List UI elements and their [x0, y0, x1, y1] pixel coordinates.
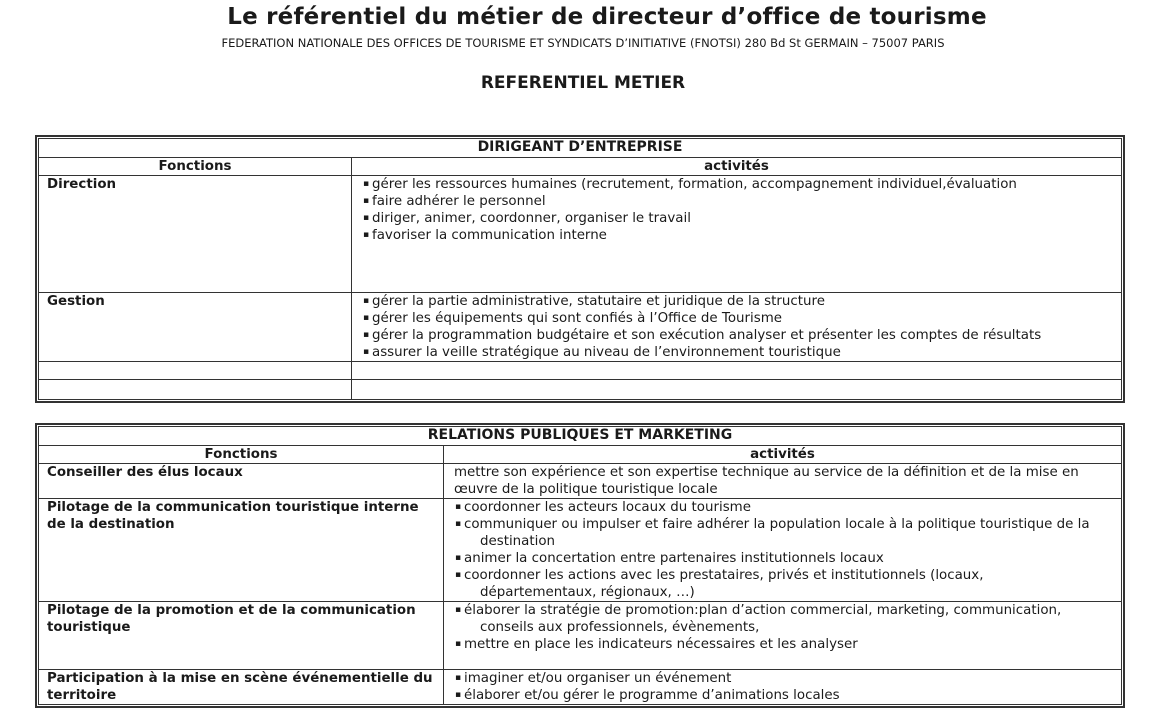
list-item: ▪ assurer la veille stratégique au niveau de l’environnement touristique — [372, 344, 1115, 361]
document-title: Le référentiel du métier de directeur d’office de tourisme — [227, 4, 987, 30]
table-row — [39, 499, 1122, 602]
table-row — [39, 293, 1122, 362]
list-item: ▪ faire adhérer le personnel — [372, 193, 1115, 210]
list-item: ▪ coordonner les acteurs locaux du tourisme — [464, 499, 1115, 516]
column-header-fonctions: Fonctions — [39, 446, 444, 464]
list-item: ▪ coordonner les actions avec les prestataires, privés et institutionnels (locaux, — [464, 567, 1115, 584]
table-row — [39, 670, 1122, 705]
list-item: ▪ mettre en place les indicateurs nécessaires et les analyser — [464, 636, 1115, 653]
activites-cell: mettre son expérience et son expertise technique au service de la définition et de la mise en œuvre de la politique touristique locale — [444, 464, 1122, 499]
list-item: ▪ élaborer la stratégie de promotion:plan d’action commercial, marketing, communication, — [464, 602, 1115, 619]
activites-cell — [352, 293, 1122, 362]
list-item-continuation: destination — [480, 534, 556, 549]
list-item: ▪ gérer les ressources humaines (recrutement, formation, accompagnement individuel,évaluation — [372, 176, 1115, 193]
list-item: ▪ favoriser la communication interne — [372, 227, 1115, 244]
column-header-activites: activités — [444, 446, 1122, 464]
document-subtitle: FEDERATION NATIONALE DES OFFICES DE TOURISME ET SYNDICATS D’INITIATIVE (FNOTSI) 280 Bd St GERMAIN – 75007 PARIS — [221, 36, 945, 50]
table-relations-publiques — [35, 423, 1125, 708]
list-item: ▪ imaginer et/ou organiser un événement — [464, 670, 1115, 687]
list-item-continuation: conseils aux professionnels, évènements, — [480, 620, 760, 635]
empty-row — [39, 362, 1122, 380]
list-item: ▪ gérer la programmation budgétaire et son exécution analyser et présenter les comptes de résultats — [372, 327, 1115, 344]
activites-cell — [444, 602, 1122, 670]
activites-cell — [444, 499, 1122, 602]
fonction-cell: Gestion — [39, 293, 352, 362]
table-section-title: DIRIGEANT D’ENTREPRISE — [39, 139, 1122, 158]
table-section-title: RELATIONS PUBLIQUES ET MARKETING — [39, 427, 1122, 446]
list-item-continuation: départementaux, régionaux, …) — [480, 585, 695, 600]
table-row — [39, 176, 1122, 293]
list-item: ▪ animer la concertation entre partenaires institutionnels locaux — [464, 550, 1115, 567]
empty-row — [39, 380, 1122, 400]
fonction-cell: Pilotage de la promotion et de la communication touristique — [39, 602, 444, 670]
fonction-cell: Direction — [39, 176, 352, 293]
section-heading: REFERENTIEL METIER — [480, 73, 686, 93]
list-item: ▪ gérer les équipements qui sont confiés à l’Office de Tourisme — [372, 310, 1115, 327]
list-item: ▪ élaborer et/ou gérer le programme d’animations locales — [464, 687, 1115, 704]
activites-cell — [444, 670, 1122, 705]
table-row — [39, 464, 1122, 499]
table-row — [39, 602, 1122, 670]
column-header-fonctions: Fonctions — [39, 158, 352, 176]
fonction-cell: Participation à la mise en scène événementielle du territoire — [39, 670, 444, 705]
fonction-cell: Pilotage de la communication touristique interne de la destination — [39, 499, 444, 602]
column-header-activites: activités — [352, 158, 1122, 176]
activites-cell — [352, 176, 1122, 293]
list-item: ▪ diriger, animer, coordonner, organiser le travail — [372, 210, 1115, 227]
list-item: ▪ gérer la partie administrative, statutaire et juridique de la structure — [372, 293, 1115, 310]
list-item: ▪ communiquer ou impulser et faire adhérer la population locale à la politique touristique de la — [464, 516, 1115, 533]
table-dirigeant-entreprise — [35, 135, 1125, 403]
fonction-cell: Conseiller des élus locaux — [39, 464, 444, 499]
